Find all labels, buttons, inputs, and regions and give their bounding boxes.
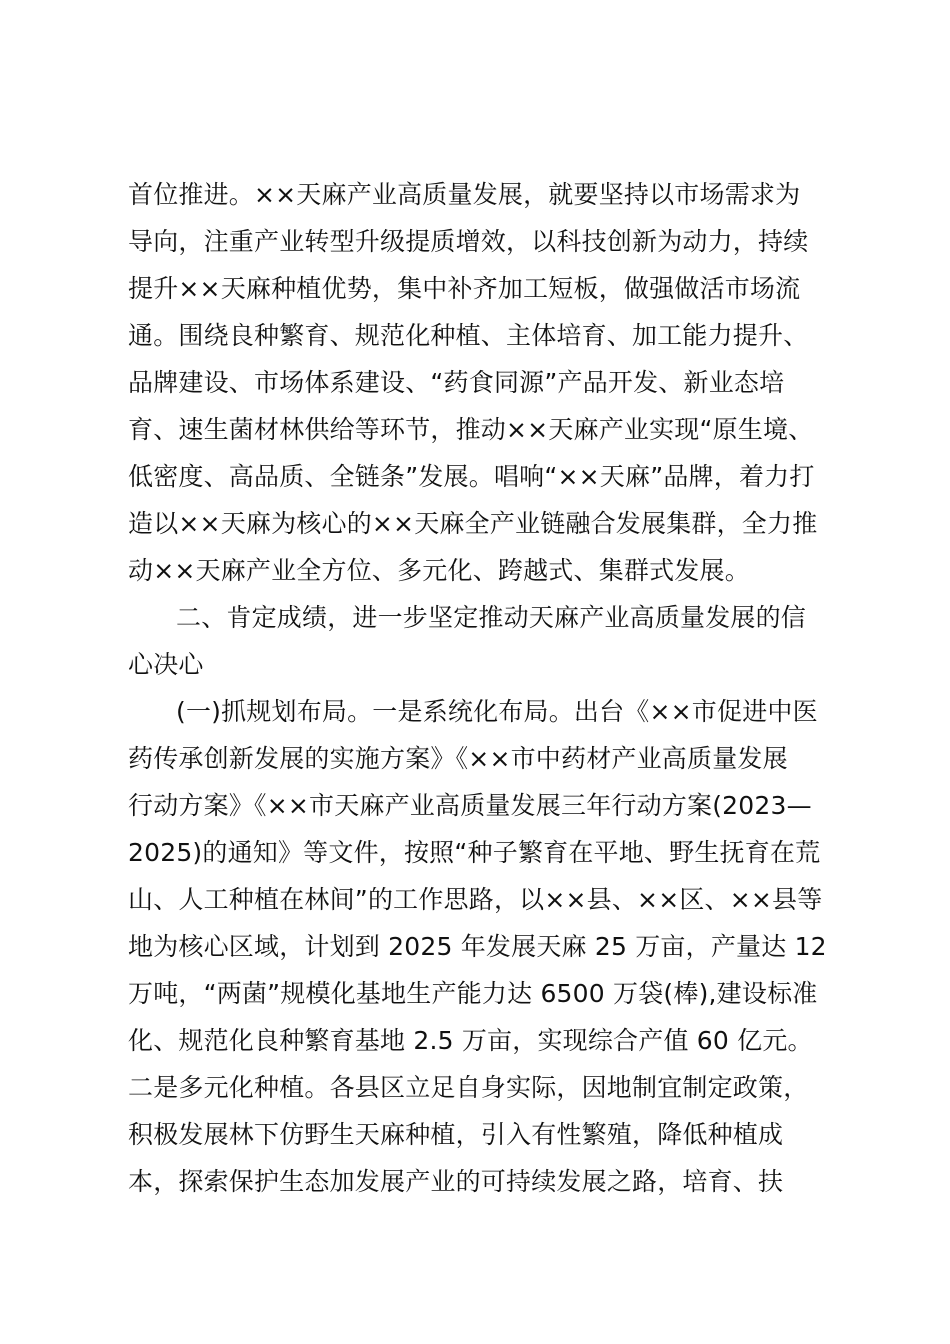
paragraph-line: (一)抓规划布局。一是系统化布局。出台《××市促进中医 bbox=[176, 697, 818, 726]
paragraph-line: 导向，注重产业转型升级提质增效，以科技创新为动力，持续 bbox=[128, 227, 809, 256]
section-heading-line: 二、肯定成绩，进一步坚定推动天麻产业高质量发展的信 bbox=[176, 603, 807, 632]
paragraph-line: 地为核心区域，计划到 2025 年发展天麻 25 万亩，产量达 12 bbox=[128, 932, 827, 961]
paragraph-line: 山、人工种植在林间”的工作思路，以××县、××区、××县等 bbox=[128, 885, 823, 914]
paragraph-line: 首位推进。××天麻产业高质量发展，就要坚持以市场需求为 bbox=[128, 180, 801, 209]
paragraph-line: 行动方案》《××市天麻产业高质量发展三年行动方案(2023— bbox=[128, 791, 812, 820]
paragraph-line: 品牌建设、市场体系建设、“药食同源”产品开发、新业态培 bbox=[128, 368, 785, 397]
paragraph-line: 药传承创新发展的实施方案》《××市中药材产业高质量发展 bbox=[128, 744, 788, 773]
paragraph-line: 二是多元化种植。各县区立足自身实际，因地制宜制定政策， bbox=[128, 1073, 809, 1102]
paragraph-line: 本，探索保护生态加发展产业的可持续发展之路，培育、扶 bbox=[128, 1167, 784, 1196]
section-heading-line: 心决心 bbox=[128, 650, 204, 679]
paragraph-line: 育、速生菌材林供给等环节，推动××天麻产业实现“原生境、 bbox=[128, 415, 814, 444]
paragraph-line: 化、规范化良种繁育基地 2.5 万亩，实现综合产值 60 亿元。 bbox=[128, 1026, 813, 1055]
paragraph-line: 通。围绕良种繁育、规范化种植、主体培育、加工能力提升、 bbox=[128, 321, 809, 350]
paragraph-line: 万吨，“两菌”规模化基地生产能力达 6500 万袋(棒),建设标准 bbox=[128, 979, 818, 1008]
paragraph-line: 2025)的通知》等文件，按照“种子繁育在平地、野生抚育在荒 bbox=[128, 838, 821, 867]
paragraph-line: 提升××天麻种植优势，集中补齐加工短板，做强做活市场流 bbox=[128, 274, 801, 303]
paragraph-line: 积极发展林下仿野生天麻种植，引入有性繁殖，降低种植成 bbox=[128, 1120, 784, 1149]
paragraph-line: 造以××天麻为核心的××天麻全产业链融合发展集群，全力推 bbox=[128, 509, 818, 538]
paragraph-line: 动××天麻产业全方位、多元化、跨越式、集群式发展。 bbox=[128, 556, 750, 585]
paragraph-line: 低密度、高品质、全链条”发展。唱响“××天麻”品牌，着力打 bbox=[128, 462, 815, 491]
